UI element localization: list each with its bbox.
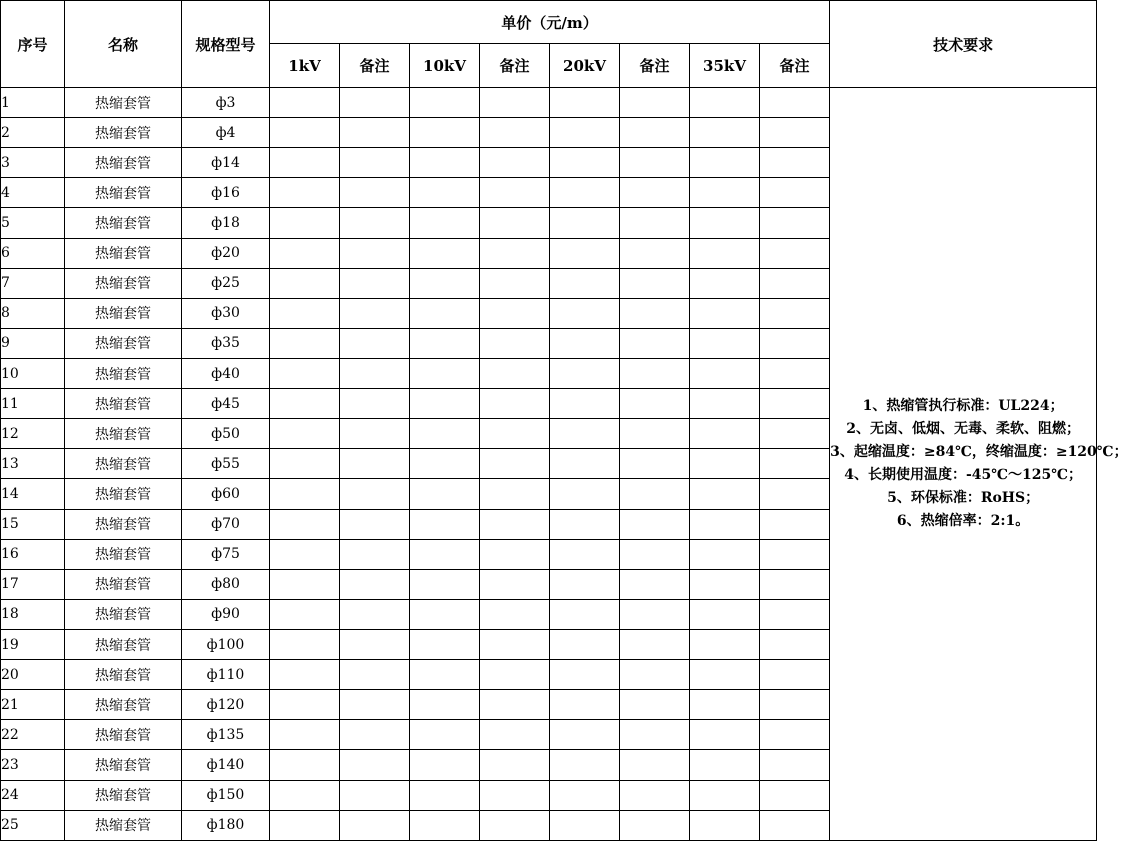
row-number: 10 [1,358,65,388]
price-cell[interactable] [550,358,620,388]
price-cell[interactable] [410,780,480,810]
price-cell[interactable] [410,810,480,840]
row-number: 3 [1,148,65,178]
price-cell[interactable] [550,599,620,629]
item-spec: ф45 [182,389,270,419]
item-name: 热缩套管 [65,298,182,328]
price-cell[interactable] [760,389,830,419]
price-cell[interactable] [340,298,410,328]
price-cell[interactable] [620,148,690,178]
price-cell[interactable] [760,690,830,720]
price-cell[interactable] [760,449,830,479]
price-cell[interactable] [620,599,690,629]
row-number: 2 [1,118,65,148]
item-spec: ф75 [182,539,270,569]
row-number: 15 [1,509,65,539]
row-number: 6 [1,238,65,268]
price-cell[interactable] [690,509,760,539]
sub-header-1: 备注 [340,44,410,88]
price-cell[interactable] [690,449,760,479]
price-cell[interactable] [480,419,550,449]
price-cell[interactable] [410,599,480,629]
price-cell[interactable] [270,599,340,629]
item-name: 热缩套管 [65,780,182,810]
price-cell[interactable] [620,419,690,449]
price-cell[interactable] [620,750,690,780]
price-cell[interactable] [410,509,480,539]
price-cell[interactable] [270,268,340,298]
row-number: 17 [1,569,65,599]
price-cell[interactable] [410,750,480,780]
row-number: 8 [1,298,65,328]
row-number: 19 [1,629,65,659]
price-cell[interactable] [410,449,480,479]
price-cell[interactable] [760,750,830,780]
price-cell[interactable] [690,479,760,509]
price-cell[interactable] [270,479,340,509]
item-spec: ф16 [182,178,270,208]
price-cell[interactable] [410,419,480,449]
item-name: 热缩套管 [65,629,182,659]
price-cell[interactable] [270,629,340,659]
price-cell[interactable] [690,419,760,449]
price-cell[interactable] [270,208,340,238]
row-number: 14 [1,479,65,509]
price-cell[interactable] [690,599,760,629]
price-cell[interactable] [620,208,690,238]
price-cell[interactable] [620,810,690,840]
item-name: 热缩套管 [65,720,182,750]
row-number: 1 [1,88,65,118]
item-name: 热缩套管 [65,88,182,118]
price-cell[interactable] [340,780,410,810]
price-cell[interactable] [410,629,480,659]
price-cell[interactable] [690,238,760,268]
price-cell[interactable] [480,88,550,118]
sub-header-0: 1kV [270,44,340,88]
price-cell[interactable] [760,268,830,298]
price-cell[interactable] [480,660,550,690]
item-name: 热缩套管 [65,419,182,449]
price-cell[interactable] [480,268,550,298]
item-name: 热缩套管 [65,358,182,388]
price-cell[interactable] [340,358,410,388]
price-cell[interactable] [620,569,690,599]
price-cell[interactable] [340,389,410,419]
price-cell[interactable] [340,539,410,569]
item-name: 热缩套管 [65,810,182,840]
price-cell[interactable] [410,238,480,268]
price-cell[interactable] [760,208,830,238]
price-cell[interactable] [480,599,550,629]
item-spec: ф35 [182,328,270,358]
price-cell[interactable] [480,298,550,328]
price-cell[interactable] [690,569,760,599]
price-cell[interactable] [760,358,830,388]
row-number: 5 [1,208,65,238]
price-cell[interactable] [620,328,690,358]
header-name: 名称 [65,1,182,88]
price-cell[interactable] [620,780,690,810]
price-cell[interactable] [270,449,340,479]
item-spec: ф18 [182,208,270,238]
price-cell[interactable] [480,569,550,599]
price-cell[interactable] [690,750,760,780]
price-cell[interactable] [270,298,340,328]
price-cell[interactable] [270,690,340,720]
item-spec: ф180 [182,810,270,840]
header-spec: 规格型号 [182,1,270,88]
price-cell[interactable] [340,328,410,358]
price-cell[interactable] [620,720,690,750]
price-cell[interactable] [480,810,550,840]
price-cell[interactable] [340,238,410,268]
price-cell[interactable] [410,118,480,148]
price-cell[interactable] [620,509,690,539]
price-cell[interactable] [760,509,830,539]
price-cell[interactable] [410,690,480,720]
price-cell[interactable] [480,539,550,569]
price-cell[interactable] [270,358,340,388]
price-cell[interactable] [480,629,550,659]
item-name: 热缩套管 [65,750,182,780]
price-cell[interactable] [270,238,340,268]
price-cell[interactable] [340,268,410,298]
sub-header-3: 备注 [480,44,550,88]
price-cell[interactable] [760,660,830,690]
price-cell[interactable] [550,539,620,569]
price-cell[interactable] [270,569,340,599]
price-cell[interactable] [760,419,830,449]
price-cell[interactable] [480,148,550,178]
item-name: 热缩套管 [65,599,182,629]
price-cell[interactable] [340,660,410,690]
row-number: 9 [1,328,65,358]
price-cell[interactable] [760,118,830,148]
price-cell[interactable] [550,178,620,208]
price-cell[interactable] [690,298,760,328]
price-cell[interactable] [480,328,550,358]
price-cell[interactable] [690,268,760,298]
price-cell[interactable] [760,780,830,810]
price-cell[interactable] [690,88,760,118]
item-spec: ф150 [182,780,270,810]
price-cell[interactable] [270,88,340,118]
price-cell[interactable] [690,178,760,208]
price-cell[interactable] [550,298,620,328]
price-cell[interactable] [480,208,550,238]
price-cell[interactable] [690,118,760,148]
price-cell[interactable] [690,328,760,358]
price-cell[interactable] [620,389,690,419]
price-cell[interactable] [550,690,620,720]
price-cell[interactable] [620,449,690,479]
price-cell[interactable] [550,268,620,298]
price-cell[interactable] [480,509,550,539]
price-cell[interactable] [550,479,620,509]
price-cell[interactable] [410,358,480,388]
price-cell[interactable] [760,810,830,840]
price-cell[interactable] [270,389,340,419]
price-cell[interactable] [550,780,620,810]
price-cell[interactable] [550,88,620,118]
price-cell[interactable] [480,479,550,509]
row-number: 18 [1,599,65,629]
sub-header-4: 20kV [550,44,620,88]
price-cell[interactable] [690,539,760,569]
price-cell[interactable] [340,419,410,449]
tech-requirement-line: 4、长期使用温度：-45℃～125℃； [844,467,1083,483]
price-cell[interactable] [270,419,340,449]
item-spec: ф4 [182,118,270,148]
item-name: 热缩套管 [65,148,182,178]
price-cell[interactable] [550,660,620,690]
item-spec: ф40 [182,358,270,388]
price-cell[interactable] [690,660,760,690]
price-cell[interactable] [690,358,760,388]
price-cell[interactable] [480,690,550,720]
price-cell[interactable] [270,118,340,148]
row-number: 22 [1,720,65,750]
item-spec: ф110 [182,660,270,690]
sub-header-6: 35kV [690,44,760,88]
price-cell[interactable] [270,328,340,358]
price-cell[interactable] [340,629,410,659]
price-cell[interactable] [480,780,550,810]
row-number: 16 [1,539,65,569]
item-name: 热缩套管 [65,569,182,599]
price-cell[interactable] [550,720,620,750]
row-number: 23 [1,750,65,780]
price-cell[interactable] [340,479,410,509]
price-cell[interactable] [410,660,480,690]
price-cell[interactable] [340,720,410,750]
item-spec: ф25 [182,268,270,298]
price-cell[interactable] [550,750,620,780]
item-name: 热缩套管 [65,539,182,569]
item-spec: ф3 [182,88,270,118]
price-cell[interactable] [550,419,620,449]
row-number: 7 [1,268,65,298]
item-spec: ф50 [182,419,270,449]
price-cell[interactable] [410,539,480,569]
price-cell[interactable] [410,569,480,599]
table-row [1,88,1097,118]
item-name: 热缩套管 [65,178,182,208]
item-spec: ф30 [182,298,270,328]
price-cell[interactable] [270,750,340,780]
row-number: 4 [1,178,65,208]
row-number: 24 [1,780,65,810]
price-cell[interactable] [410,479,480,509]
price-cell[interactable] [550,148,620,178]
price-cell[interactable] [550,569,620,599]
price-cell[interactable] [760,479,830,509]
price-cell[interactable] [270,780,340,810]
price-cell[interactable] [690,810,760,840]
price-cell[interactable] [550,449,620,479]
item-spec: ф60 [182,479,270,509]
item-spec: ф14 [182,148,270,178]
price-cell[interactable] [340,118,410,148]
price-cell[interactable] [270,810,340,840]
price-cell[interactable] [410,298,480,328]
price-cell[interactable] [760,599,830,629]
row-number: 11 [1,389,65,419]
price-cell[interactable] [270,148,340,178]
price-cell[interactable] [550,810,620,840]
price-cell[interactable] [760,539,830,569]
price-cell[interactable] [270,720,340,750]
price-cell[interactable] [340,750,410,780]
price-cell[interactable] [480,118,550,148]
price-cell[interactable] [270,178,340,208]
price-cell[interactable] [760,720,830,750]
item-spec: ф120 [182,690,270,720]
price-cell[interactable] [690,389,760,419]
price-cell[interactable] [340,569,410,599]
item-spec: ф20 [182,238,270,268]
price-cell[interactable] [270,509,340,539]
price-cell[interactable] [480,178,550,208]
price-cell[interactable] [480,449,550,479]
price-cell[interactable] [620,268,690,298]
price-cell[interactable] [550,629,620,659]
price-cell[interactable] [620,118,690,148]
sub-header-2: 10kV [410,44,480,88]
price-cell[interactable] [410,328,480,358]
price-cell[interactable] [550,328,620,358]
tech-requirements [830,88,1128,841]
item-name: 热缩套管 [65,208,182,238]
price-cell[interactable] [620,629,690,659]
price-cell[interactable] [340,208,410,238]
row-number: 13 [1,449,65,479]
header-unit-price: 单价（元/m） [270,1,830,44]
sub-header-7: 备注 [760,44,830,88]
item-spec: ф70 [182,509,270,539]
tech-requirement-line: 2、无卤、低烟、无毒、柔软、阻燃； [846,421,1080,437]
item-spec: ф55 [182,449,270,479]
price-cell[interactable] [550,509,620,539]
row-number: 21 [1,690,65,720]
price-cell[interactable] [410,208,480,238]
price-cell[interactable] [340,178,410,208]
price-cell[interactable] [340,88,410,118]
price-cell[interactable] [340,148,410,178]
price-cell[interactable] [550,238,620,268]
row-number: 12 [1,419,65,449]
price-cell[interactable] [620,479,690,509]
price-cell[interactable] [340,509,410,539]
item-name: 热缩套管 [65,479,182,509]
price-cell[interactable] [620,358,690,388]
price-cell[interactable] [690,629,760,659]
price-cell[interactable] [410,88,480,118]
price-cell[interactable] [340,810,410,840]
price-cell[interactable] [340,690,410,720]
price-cell[interactable] [760,148,830,178]
price-cell[interactable] [690,780,760,810]
price-cell[interactable] [620,238,690,268]
price-cell[interactable] [480,358,550,388]
price-cell[interactable] [550,389,620,419]
tech-requirement-line: 6、热缩倍率：2:1。 [896,513,1030,529]
price-cell[interactable] [760,298,830,328]
price-cell[interactable] [340,449,410,479]
item-name: 热缩套管 [65,118,182,148]
price-cell[interactable] [620,178,690,208]
item-name: 热缩套管 [65,389,182,419]
header-seq: 序号 [1,1,65,88]
price-cell[interactable] [480,238,550,268]
price-cell[interactable] [480,389,550,419]
price-cell[interactable] [410,148,480,178]
item-name: 热缩套管 [65,268,182,298]
item-spec: ф100 [182,629,270,659]
price-cell[interactable] [690,690,760,720]
price-cell[interactable] [410,178,480,208]
tech-requirement-line: 1、热缩管执行标准：UL224； [862,398,1064,414]
row-number: 20 [1,660,65,690]
price-cell[interactable] [690,148,760,178]
price-cell[interactable] [270,660,340,690]
header-tech: 技术要求 [830,1,1097,88]
price-cell[interactable] [760,328,830,358]
price-cell[interactable] [760,629,830,659]
price-cell[interactable] [760,238,830,268]
tech-requirement-line: 5、环保标准：RoHS； [887,490,1040,506]
price-cell[interactable] [760,178,830,208]
price-cell[interactable] [550,208,620,238]
price-cell[interactable] [620,88,690,118]
row-number: 25 [1,810,65,840]
item-spec: ф90 [182,599,270,629]
price-cell[interactable] [410,389,480,419]
price-cell[interactable] [270,539,340,569]
item-name: 热缩套管 [65,690,182,720]
tech-requirement-line: 3、起缩温度：≥84℃，终缩温度：≥120℃； [830,444,1128,460]
item-name: 热缩套管 [65,328,182,358]
price-cell[interactable] [410,720,480,750]
price-cell[interactable] [620,690,690,720]
price-cell[interactable] [690,720,760,750]
price-cell[interactable] [620,539,690,569]
price-cell[interactable] [480,720,550,750]
item-name: 热缩套管 [65,660,182,690]
sub-header-5: 备注 [620,44,690,88]
price-cell[interactable] [620,660,690,690]
item-spec: ф140 [182,750,270,780]
item-name: 热缩套管 [65,238,182,268]
price-cell[interactable] [550,118,620,148]
item-spec: ф135 [182,720,270,750]
price-cell[interactable] [690,208,760,238]
price-cell[interactable] [480,750,550,780]
price-cell[interactable] [340,599,410,629]
price-cell[interactable] [760,88,830,118]
item-name: 热缩套管 [65,449,182,479]
price-cell[interactable] [620,298,690,328]
price-cell[interactable] [410,268,480,298]
item-name: 热缩套管 [65,509,182,539]
price-cell[interactable] [760,569,830,599]
item-spec: ф80 [182,569,270,599]
